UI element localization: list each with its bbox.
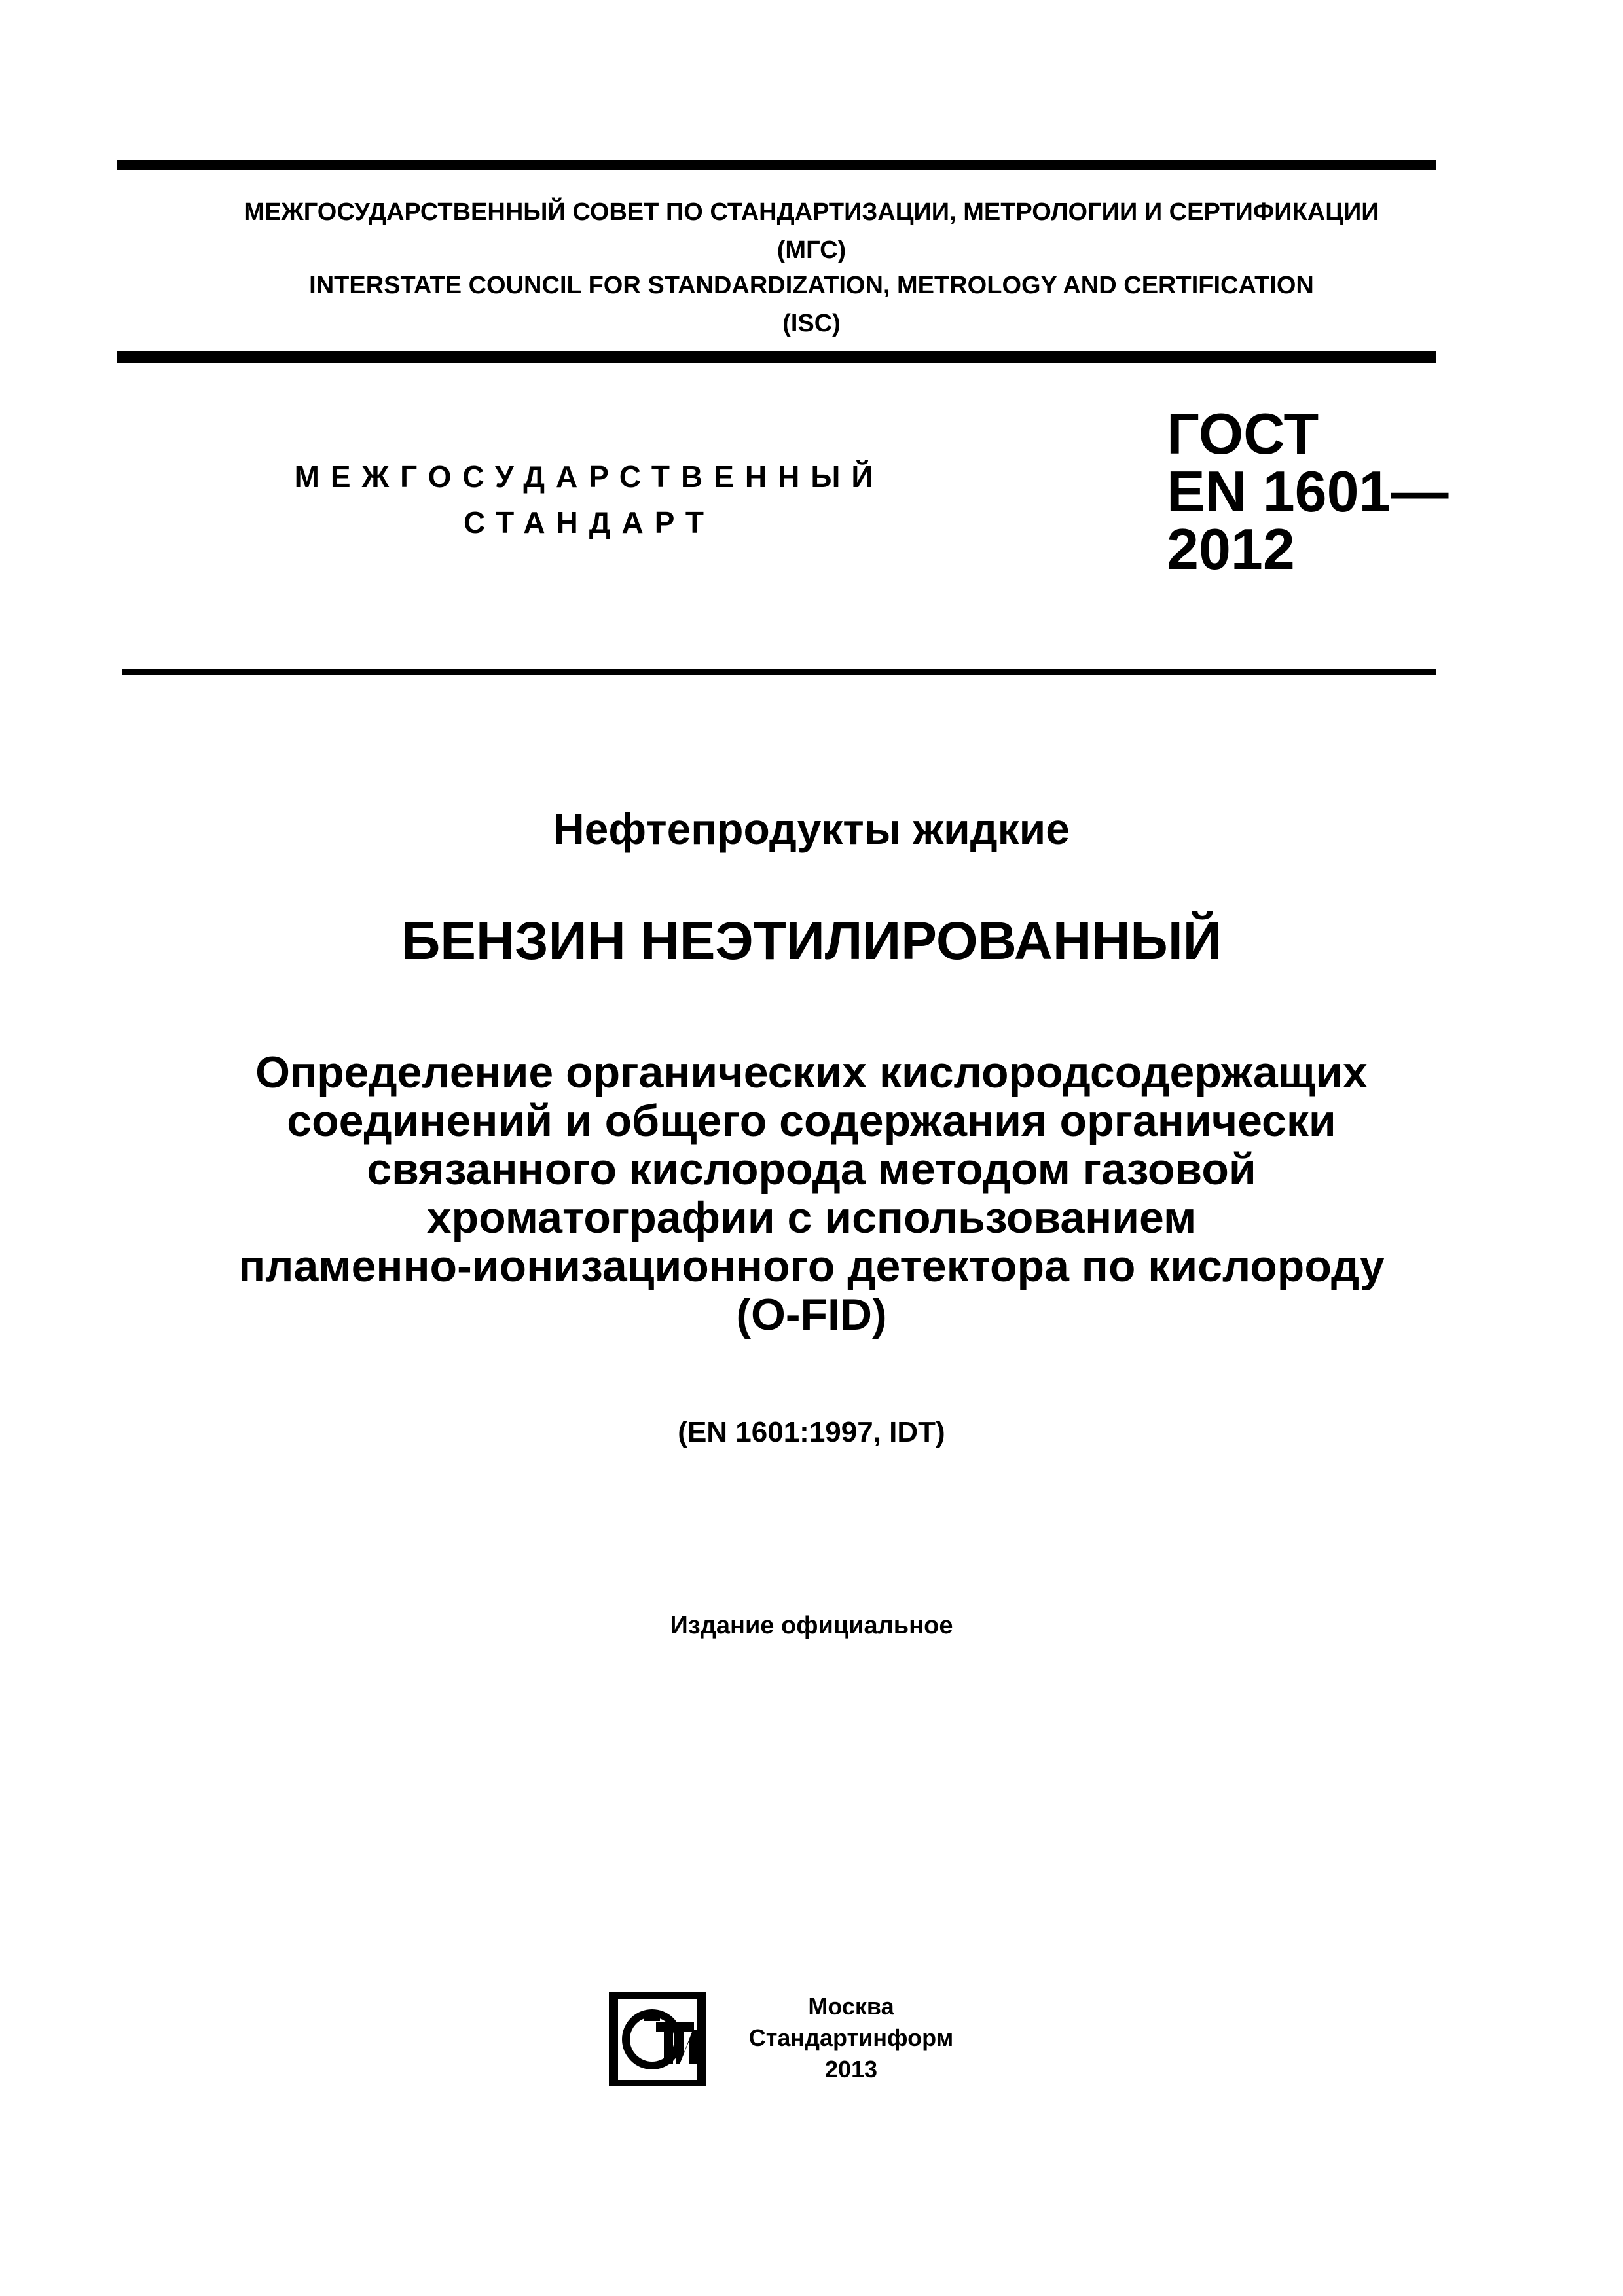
standartinform-logo-icon xyxy=(608,1991,707,2088)
title-description-line: (O-FID) xyxy=(736,1290,887,1339)
council-bottom-rule xyxy=(117,351,1436,363)
council-abbr-ru: (МГС) xyxy=(776,236,847,264)
title-product: БЕНЗИН НЕЭТИЛИРОВАННЫЙ xyxy=(401,911,1222,971)
title-category: Нефтепродукты жидкие xyxy=(553,805,1070,853)
title-description-line: пламенно-ионизационного детектора по кислороду xyxy=(238,1241,1385,1291)
title-description-line: Определение органических кислородсодержащих xyxy=(255,1048,1368,1097)
title-description-line: связанного кислорода методом газовой xyxy=(367,1144,1256,1194)
publisher-city: Москва xyxy=(808,1993,894,2020)
council-abbr-en: (ISC) xyxy=(782,310,841,337)
gost-designation-line1: ГОСТ xyxy=(1167,401,1319,466)
standard-kind-line2: СТАНДАРТ xyxy=(464,505,715,539)
council-name-ru: МЕЖГОСУДАРСТВЕННЫЙ СОВЕТ ПО СТАНДАРТИЗАЦИИ, МЕТРОЛОГИИ И СЕРТИФИКАЦИИ xyxy=(244,198,1379,226)
header-bottom-rule xyxy=(122,669,1436,675)
council-name-en: INTERSTATE COUNCIL FOR STANDARDIZATION, METROLOGY AND CERTIFICATION xyxy=(309,272,1314,299)
title-description-line: хроматографии с использованием xyxy=(426,1193,1197,1243)
publisher-year: 2013 xyxy=(824,2056,878,2083)
publisher-name: Стандартинформ xyxy=(748,2024,954,2051)
edition-note: Издание официальное xyxy=(670,1612,953,1639)
standard-reference: (EN 1601:1997, IDT) xyxy=(678,1416,945,1448)
title-description-line: соединений и общего содержания органически xyxy=(287,1096,1336,1146)
standard-kind-line1: МЕЖГОСУДАРСТВЕННЫЙ xyxy=(294,460,884,494)
top-rule xyxy=(117,160,1436,170)
gost-designation-line3: 2012 xyxy=(1167,517,1295,581)
gost-designation-line2: EN 1601— xyxy=(1167,459,1449,524)
